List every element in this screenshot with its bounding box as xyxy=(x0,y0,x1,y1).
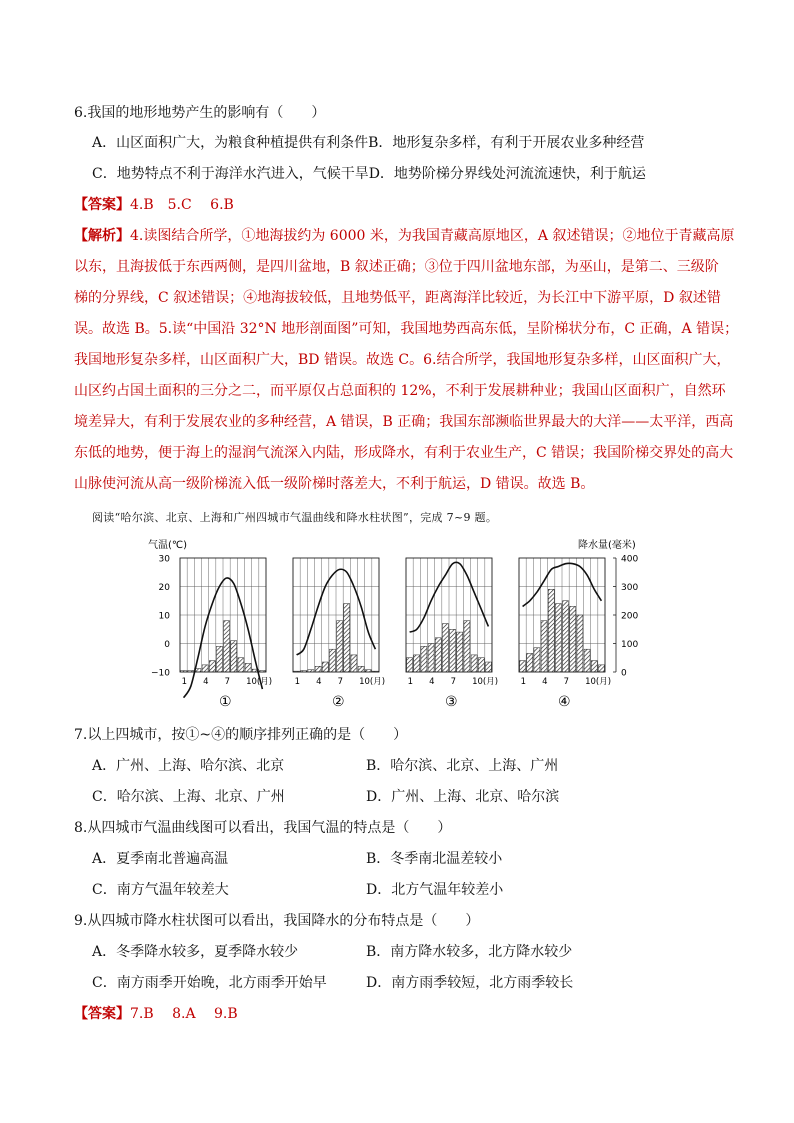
q8-option-d: D．北方气温年较差小 xyxy=(366,882,504,898)
q6-options-row1: A．山区面积广大，为粮食种植提供有利条件B．地形复杂多样，有利于开展农业多种经营 xyxy=(92,135,645,151)
analysis-line-4: 误。故选 B。5.读“中国沿 32°N 地形剖面图”可知，我国地势西高东低，呈阶梯状分布，C 正确，A 错误； xyxy=(74,321,739,337)
x-tick-label: 4 xyxy=(316,677,322,687)
chart-panel-2 xyxy=(293,558,385,710)
q8-option-a: A．夏季南北普遍高温 xyxy=(92,851,229,867)
q8-option-c: C．南方气温年较差大 xyxy=(92,882,229,898)
precip-bar xyxy=(548,589,554,672)
temp-tick-label: 20 xyxy=(158,583,170,593)
q7-stem: 7.以上四城市，按①~④的顺序排列正确的是（ ） xyxy=(74,727,408,743)
precip-tick-label: 100 xyxy=(621,640,639,650)
precip-bar xyxy=(527,653,533,672)
analysis-line-1 xyxy=(74,226,734,246)
precip-bar xyxy=(202,665,208,672)
chart-panel-1 xyxy=(180,558,272,710)
temp-axis-label: 气温(℃) xyxy=(148,540,188,551)
precip-bar xyxy=(520,661,526,672)
precip-bar xyxy=(209,661,215,672)
q7-option-a: A．广州、上海、哈尔滨、北京 xyxy=(92,758,285,774)
precip-bar xyxy=(315,666,321,672)
q6-options-row2: C．地势特点不利于海洋水汽进入，气候干旱D．地势阶梯分界线处河流流速快，利于航运 xyxy=(92,166,646,182)
precip-bar xyxy=(471,655,477,672)
q7-option-d: D．广州、上海、北京、哈尔滨 xyxy=(366,789,560,805)
precip-bar xyxy=(414,655,420,672)
panel-label: ③ xyxy=(445,694,458,710)
precip-bar xyxy=(584,649,590,672)
chart-panel-3 xyxy=(406,558,498,710)
precip-bar xyxy=(351,655,357,672)
precip-bar xyxy=(457,632,463,672)
x-tick-label: 1 xyxy=(181,677,188,687)
analysis-line-5: 我国地形复杂多样，山区面积广大，BD 错误。故选 C。6.结合所学，我国地形复杂多样，山区面积广大， xyxy=(74,352,731,368)
precip-bar xyxy=(245,663,251,672)
precip-bar xyxy=(329,649,335,672)
x-tick-label: 1 xyxy=(294,677,301,687)
q6-stem: 6.我国的地形地势产生的影响有（ ） xyxy=(74,105,326,121)
precip-axis-label: 降水量(毫米) xyxy=(578,540,636,551)
x-tick-label: 7 xyxy=(337,677,344,687)
panel-label: ④ xyxy=(558,694,571,710)
precip-bar xyxy=(598,665,604,672)
q8-stem: 8.从四城市气温曲线图可以看出，我国气温的特点是（ ） xyxy=(74,820,452,836)
precip-bar xyxy=(224,621,230,672)
x-tick-label: 10(月) xyxy=(472,677,499,687)
temp-tick-label: 30 xyxy=(158,554,170,565)
q9-stem: 9.从四城市降水柱状图可以看出，我国降水的分布特点是（ ） xyxy=(74,913,480,929)
precip-bar xyxy=(464,621,470,672)
precip-bar xyxy=(238,658,244,672)
reading-prompt: 阅读“哈尔滨、北京、上海和广州四城市气温曲线和降水柱状图”，完成 7~9 题。 xyxy=(92,511,498,524)
chart-panel-4 xyxy=(519,558,611,710)
x-tick-label: 10(月) xyxy=(585,677,612,687)
x-tick-label: 7 xyxy=(563,677,570,687)
x-tick-label: 1 xyxy=(407,677,414,687)
analysis-line-7: 境差异大，有利于发展农业的多种经营，A 错误，B 正确；我国东部濒临世界最大的大洋——太平洋，西高 xyxy=(74,414,734,430)
temp-tick-label: 10 xyxy=(158,611,170,622)
precip-bar xyxy=(541,621,547,672)
precip-tick-label: 300 xyxy=(621,583,639,593)
precip-bar xyxy=(442,624,448,672)
temp-tick-label: −10 xyxy=(151,668,170,679)
chart-panels xyxy=(180,558,611,710)
temp-tick-label: 0 xyxy=(164,640,170,650)
precip-bar xyxy=(428,644,434,673)
x-tick-label: 4 xyxy=(429,677,435,687)
precip-bar xyxy=(435,638,441,672)
analysis-label: 【解析】 xyxy=(74,228,130,244)
answer-text: 4.B 5.C 6.B xyxy=(130,197,234,213)
q7-option-c: C．哈尔滨、上海、北京、广州 xyxy=(92,789,285,805)
precip-bar xyxy=(534,648,540,672)
precip-bar xyxy=(570,606,576,672)
analysis-line-3: 梯的分界线，C 叙述错误；④地海拔较低，且地势低平，距离海洋比较近，为长江中下游平原，D 叙述错 xyxy=(74,290,721,306)
precip-bar xyxy=(421,646,427,672)
analysis-line-9: 山脉使河流从高一级阶梯流入低一级阶梯时落差大，不利于航运，D 错误。故选 B。 xyxy=(74,476,595,492)
precip-tick-label: 200 xyxy=(621,611,639,622)
panel-label: ① xyxy=(219,694,232,710)
precip-bar xyxy=(478,658,484,672)
climate-charts xyxy=(140,536,650,716)
q9-option-b: B．南方降水较多，北方降水较少 xyxy=(366,944,573,960)
analysis-line-8: 东低的地势，便于海上的湿润气流深入内陆，形成降水，有利于农业生产，C 错误；我国阶梯交界处的高大 xyxy=(74,445,734,461)
precip-axis-ticks xyxy=(613,555,638,679)
precip-bar xyxy=(344,604,350,672)
x-tick-label: 7 xyxy=(224,677,231,687)
panel-label: ② xyxy=(332,694,345,710)
analysis-text-1: 4.读图结合所学，①地海拔约为 6000 米，为我国青藏高原地区，A 叙述错误；②地位于青藏高原 xyxy=(130,228,735,244)
precip-bar xyxy=(337,621,343,672)
q8-option-b: B．冬季南北温差较小 xyxy=(366,851,503,867)
x-tick-label: 10(月) xyxy=(359,677,386,687)
q9-option-c: C．南方雨季开始晚，北方雨季开始早 xyxy=(92,975,327,991)
q9-option-d: D．南方雨季较短，北方雨季较长 xyxy=(366,975,574,991)
q7-option-b: B．哈尔滨、北京、上海、广州 xyxy=(366,758,559,774)
x-tick-label: 1 xyxy=(520,677,527,687)
precip-bar xyxy=(563,601,569,672)
analysis-line-6: 山区约占国土面积的三分之二，而平原仅占总面积的 12%，不利于发展耕种业；我国山区面积广，自然环 xyxy=(74,383,726,399)
answer-label: 【答案】 xyxy=(74,197,130,213)
precip-bar xyxy=(450,629,456,672)
precip-bar xyxy=(216,646,222,672)
precip-bar xyxy=(231,641,237,672)
climate-charts-svg xyxy=(140,536,650,716)
precip-bar xyxy=(322,662,328,672)
answer-text-2: 7.B 8.A 9.B xyxy=(130,1006,238,1022)
x-tick-label: 4 xyxy=(203,677,209,687)
precip-bar xyxy=(591,661,597,672)
answer-label-2: 【答案】 xyxy=(74,1006,130,1022)
x-tick-label: 4 xyxy=(542,677,548,687)
precip-bar xyxy=(358,666,364,672)
precip-bar xyxy=(407,658,413,672)
precip-bar xyxy=(555,604,561,672)
precip-bar xyxy=(485,662,491,672)
precip-tick-label: 400 xyxy=(621,554,639,565)
answer-block-1 xyxy=(74,195,234,215)
x-tick-label: 10(月) xyxy=(246,677,273,687)
x-tick-label: 7 xyxy=(450,677,457,687)
precip-tick-label: 0 xyxy=(621,668,627,679)
analysis-line-2: 以东，且海拔低于东西两侧，是四川盆地，B 叙述正确；③位于四川盆地东部，为巫山，是第二、三级阶 xyxy=(74,259,719,275)
answer-block-2 xyxy=(74,1004,238,1024)
q9-option-a: A．冬季降水较多，夏季降水较少 xyxy=(92,944,299,960)
temp-axis-ticks xyxy=(151,555,170,679)
